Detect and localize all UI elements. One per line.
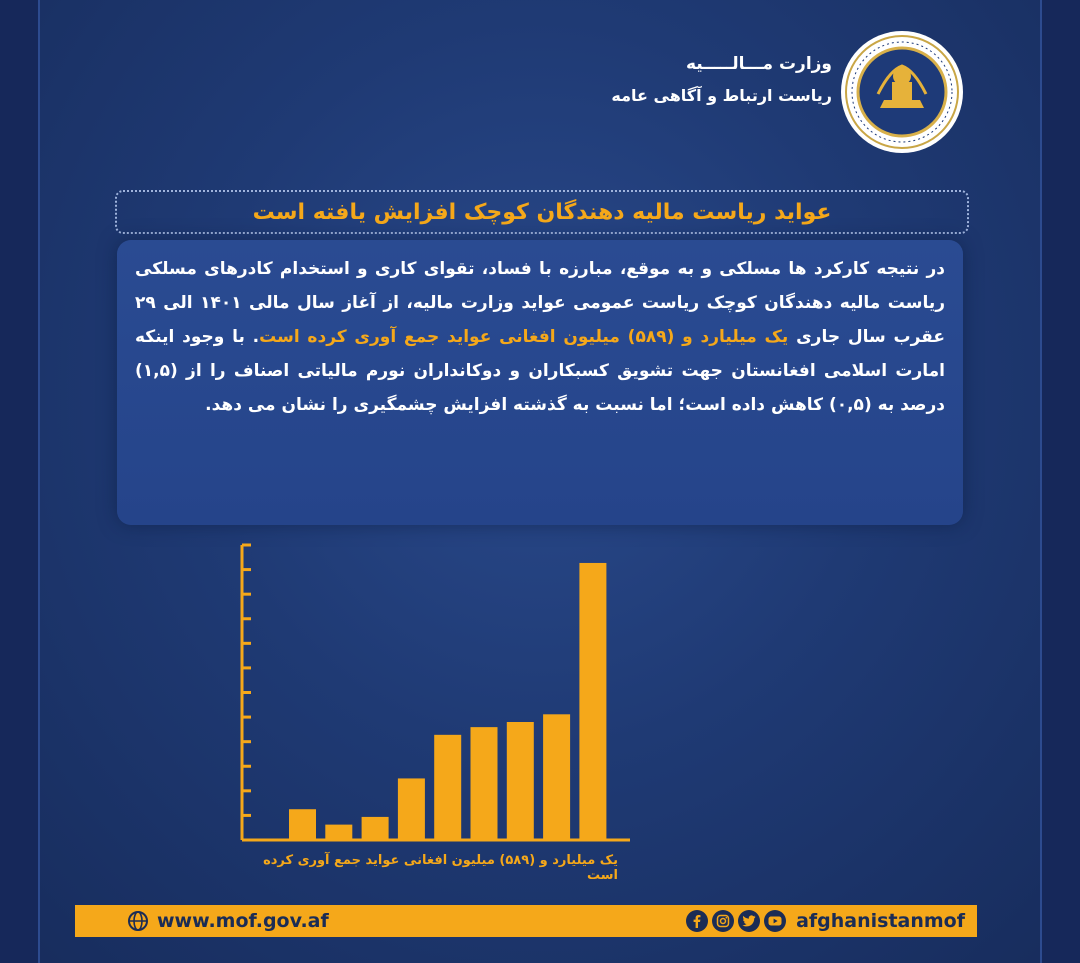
page-title: عواید ریاست مالیه دهندگان کوچک افزایش یافته است — [252, 199, 832, 225]
chart-bar — [579, 563, 606, 840]
body-text-part1: در نتیجه کارکرد ها مسلکی و به موقع، مبارزه با فساد، تقوای کاری و استخدام کادرهای مسلکی ریاست مالیه دهندگان کوچک ریاست عمومی عواید وزارت مالیه، از آغاز سال مالی ۱۴۰۱ الی ۲۹ عقرب سال جاری — [135, 259, 946, 347]
instagram-icon[interactable] — [712, 910, 734, 932]
chart-bar — [543, 714, 570, 840]
chart-bar — [325, 825, 352, 840]
twitter-icon[interactable] — [738, 910, 760, 932]
footer-bar — [75, 905, 977, 937]
facebook-icon[interactable] — [686, 910, 708, 932]
chart-bar — [471, 727, 498, 840]
chart-bar — [398, 778, 425, 840]
chart-caption: یک میلیارد و (۵۸۹) میلیون افغانی عواید جمع آوری کرده است — [263, 853, 618, 883]
globe-icon — [127, 910, 149, 932]
chart-bar — [362, 817, 389, 840]
body-text-part2: . با وجود اینکه امارت اسلامی افغانستان جهت تشویق کسبکاران و دوکانداران نورم مالیاتی اصناف را از (۱,۵) درصد به (۰,۵) کاهش داده است؛ اما نسبت به گذشته افزایش چشمگیری را نشان می دهد. — [135, 327, 945, 415]
chart-bar — [507, 722, 534, 840]
department-name: ریاست ارتباط و آگاهی عامه — [611, 86, 832, 105]
ministry-name: وزارت مـــالـــــيه — [686, 54, 832, 74]
youtube-icon[interactable] — [764, 910, 786, 932]
chart-bar — [289, 809, 316, 840]
chart-bar — [434, 735, 461, 840]
social-handle[interactable]: afghanistanmof — [796, 910, 965, 932]
social-links — [686, 910, 965, 932]
body-text-highlight: یک میلیارد و (۵۸۹) میلیون افغانی عواید جمع آوری کرده است — [259, 327, 789, 347]
website-link[interactable] — [127, 910, 329, 932]
website-url: www.mof.gov.af — [157, 910, 329, 932]
